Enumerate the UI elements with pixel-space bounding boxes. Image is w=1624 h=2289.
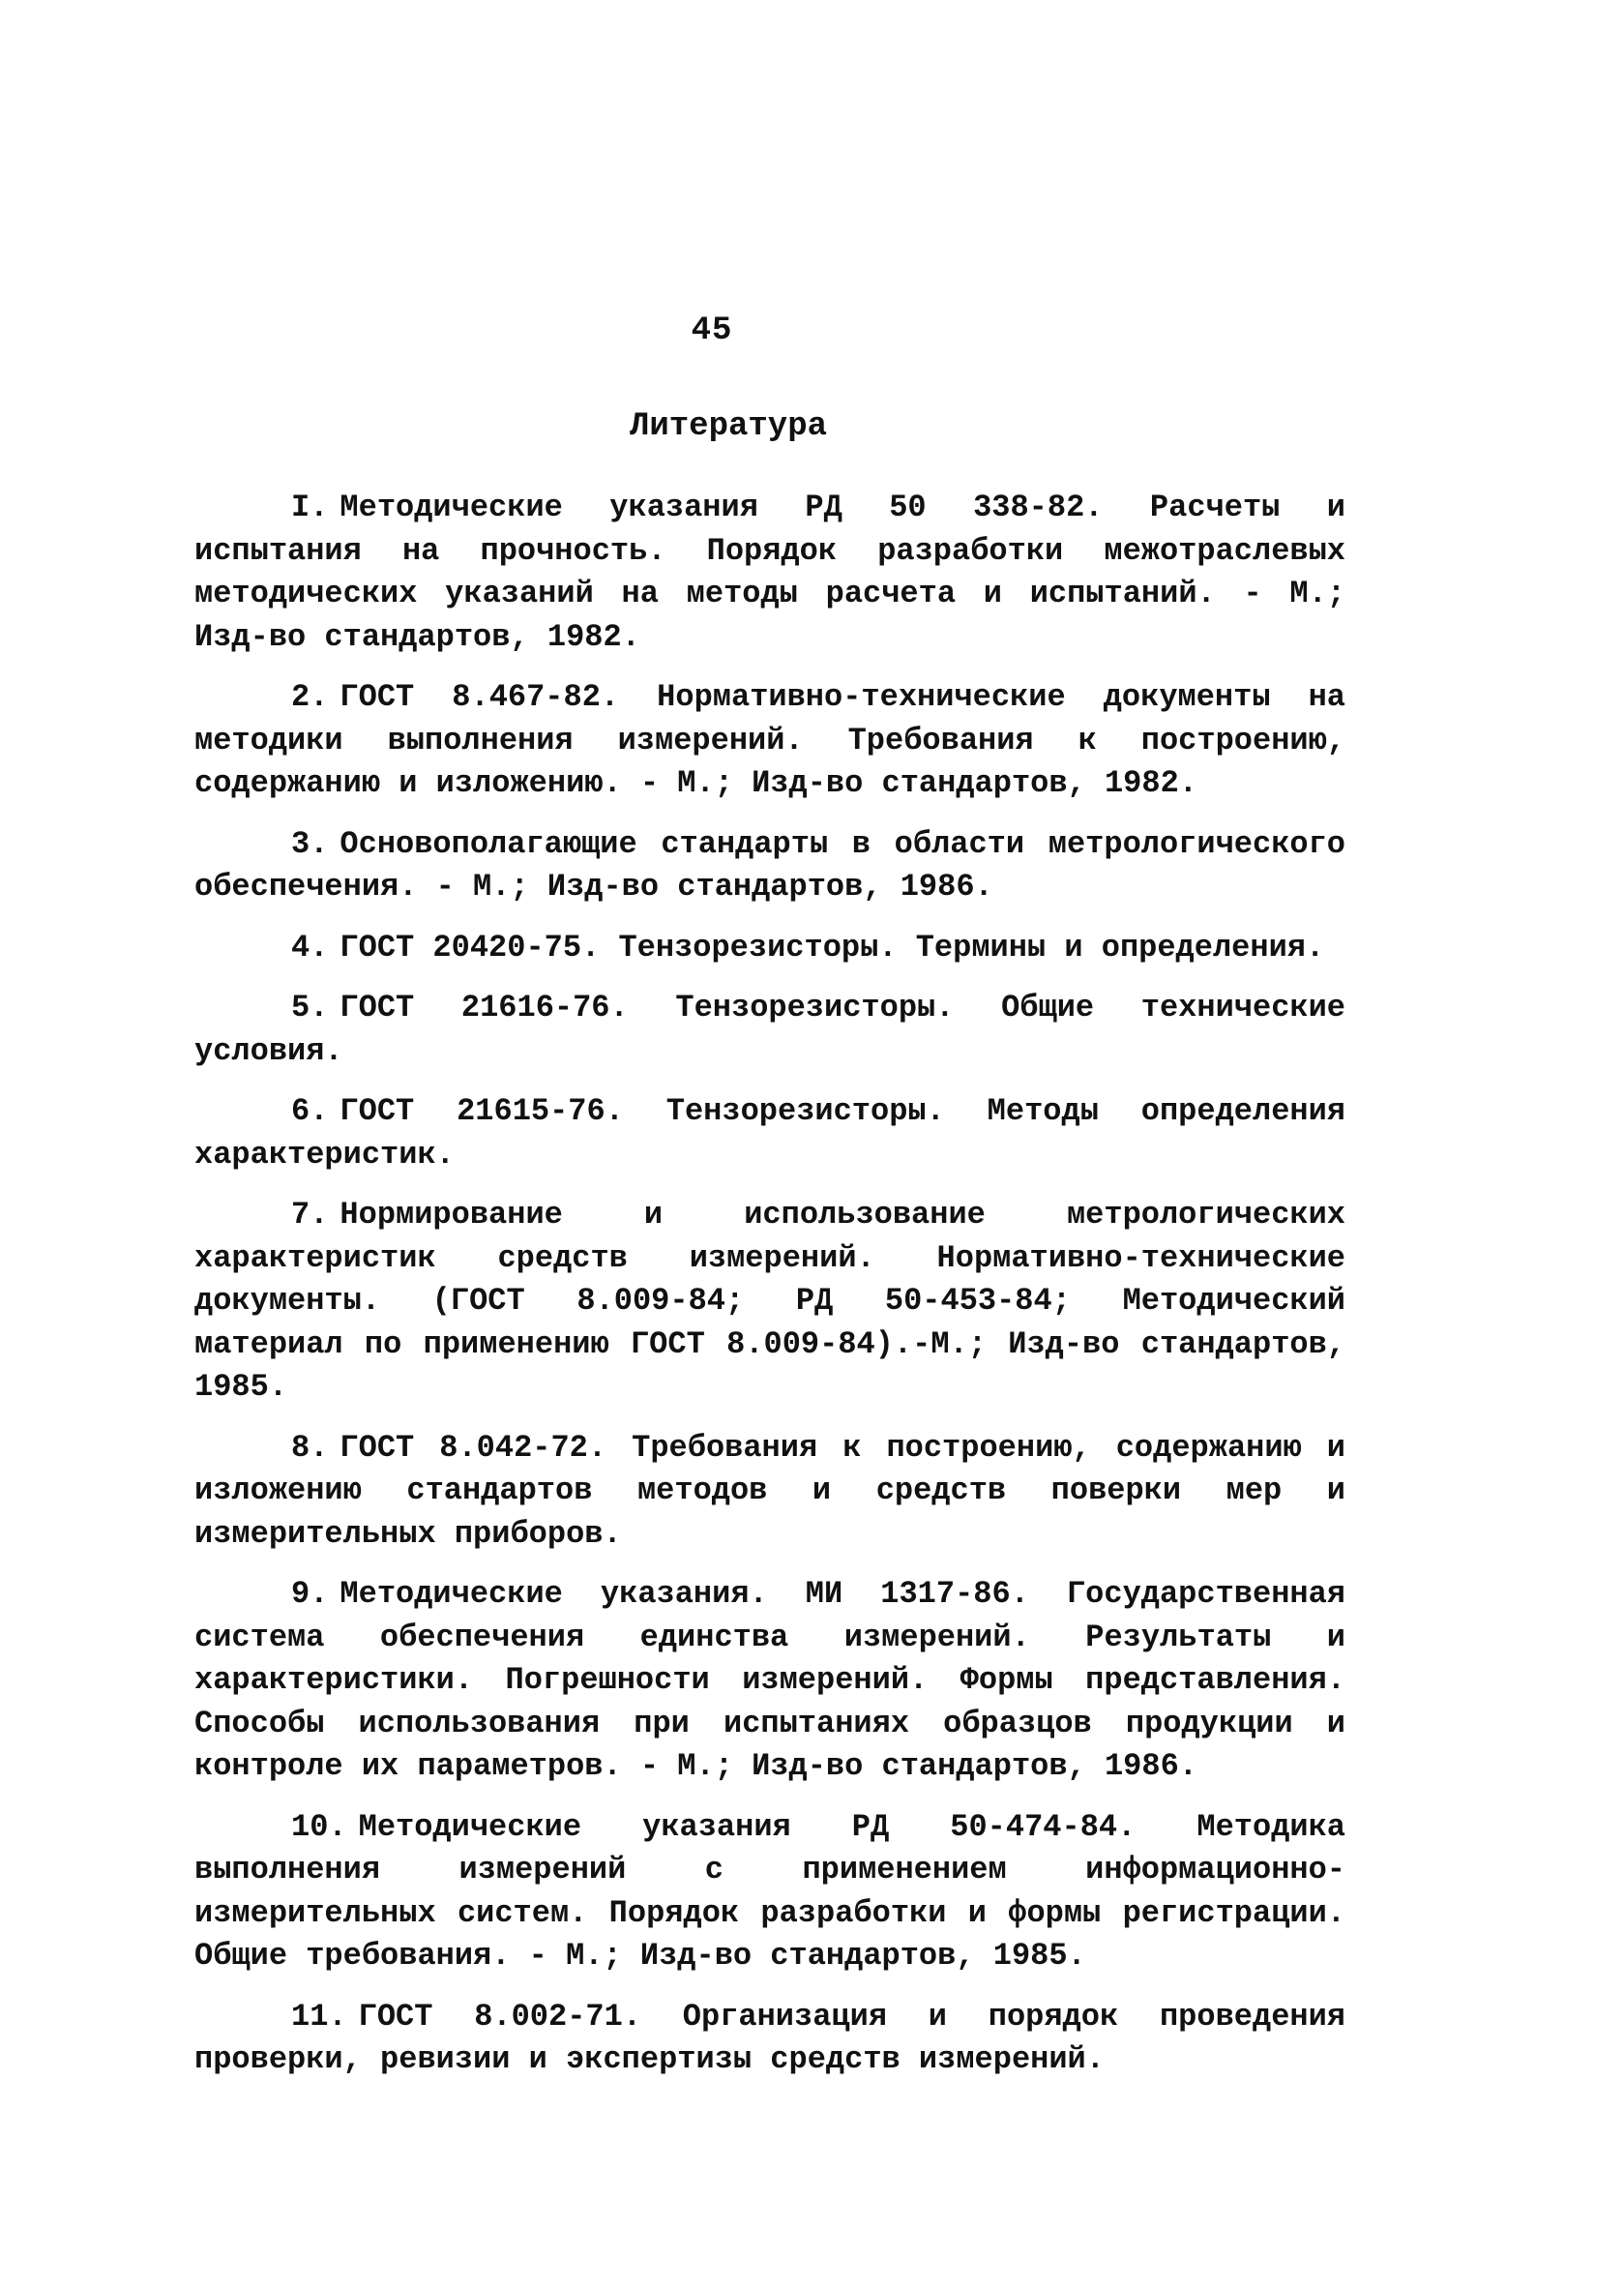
reference-number: 10.: [291, 1808, 347, 1845]
reference-text: Нормирование и использование метрологических характеристик средств измерений. Нормативно-технические документы. (ГОСТ 8.009-84; РД 50-453-84; Методический материал по применению ГОСТ 8.009-84).-М.; Изд-во стандартов, 1985.: [194, 1197, 1345, 1405]
reference-item: [194, 676, 1345, 806]
reference-number: 3.: [291, 825, 329, 862]
references-heading: Литература: [629, 408, 828, 445]
reference-item: [194, 1427, 1345, 1557]
reference-number: I.: [291, 490, 329, 525]
reference-number: 6.: [291, 1093, 329, 1129]
reference-list: [194, 487, 1345, 2099]
reference-text: ГОСТ 8.467-82. Нормативно-технические документы на методики выполнения измерений. Требования к построению, содержанию и изложению. - М.; Изд-во стандартов, 1982.: [194, 679, 1345, 801]
reference-text: Методические указания. МИ 1317-86. Государственная система обеспечения единства измерений. Результаты и характеристики. Погрешности измерений. Формы представления. Способы использования при испытаниях образцов продукции и контроле их параметров. - М.; Изд-во стандартов, 1986.: [194, 1576, 1345, 1784]
reference-item: [194, 823, 1345, 909]
reference-item: [194, 1194, 1345, 1410]
reference-number: 11.: [291, 1998, 347, 2035]
reference-item: [194, 1573, 1345, 1789]
reference-number: 5.: [291, 990, 329, 1026]
reference-number: 2.: [291, 679, 329, 715]
reference-text: ГОСТ 8.002-71. Организация и порядок проведения проверки, ревизии и экспертизы средств измерений.: [194, 1998, 1345, 2077]
reference-text: Методические указания РД 50 338-82. Расчеты и испытания на прочность. Порядок разработки межотраслевых методических указаний на методы расчета и испытаний. - М.; Изд-во стандартов, 1982.: [194, 490, 1345, 655]
reference-number: 8.: [291, 1429, 329, 1466]
reference-item: [194, 487, 1345, 659]
reference-item: [194, 927, 1345, 970]
reference-text: ГОСТ 21615-76. Тензорезисторы. Методы определения характеристик.: [194, 1093, 1345, 1173]
reference-item: [194, 987, 1345, 1073]
reference-number: 7.: [291, 1197, 329, 1233]
reference-item: [194, 1806, 1345, 1978]
reference-item: [194, 1996, 1345, 2082]
reference-number: 9.: [291, 1576, 329, 1612]
reference-text: ГОСТ 20420-75. Тензорезисторы. Термины и определения.: [340, 929, 1325, 966]
reference-text: ГОСТ 8.042-72. Требования к построению, содержанию и изложению стандартов методов и средств поверки мер и измерительных приборов.: [194, 1429, 1345, 1552]
page-number: 45: [691, 312, 733, 349]
reference-text: ГОСТ 21616-76. Тензорезисторы. Общие технические условия.: [194, 990, 1345, 1069]
reference-item: [194, 1090, 1345, 1176]
reference-text: Методические указания РД 50-474-84. Методика выполнения измерений с применением информационно-измерительных систем. Порядок разработки и формы регистрации. Общие требования. - М.; Изд-во стандартов, 1985.: [194, 1808, 1345, 1974]
reference-number: 4.: [291, 929, 329, 966]
reference-text: Основополагающие стандарты в области метрологического обеспечения. - М.; Изд-во стандартов, 1986.: [194, 825, 1345, 905]
